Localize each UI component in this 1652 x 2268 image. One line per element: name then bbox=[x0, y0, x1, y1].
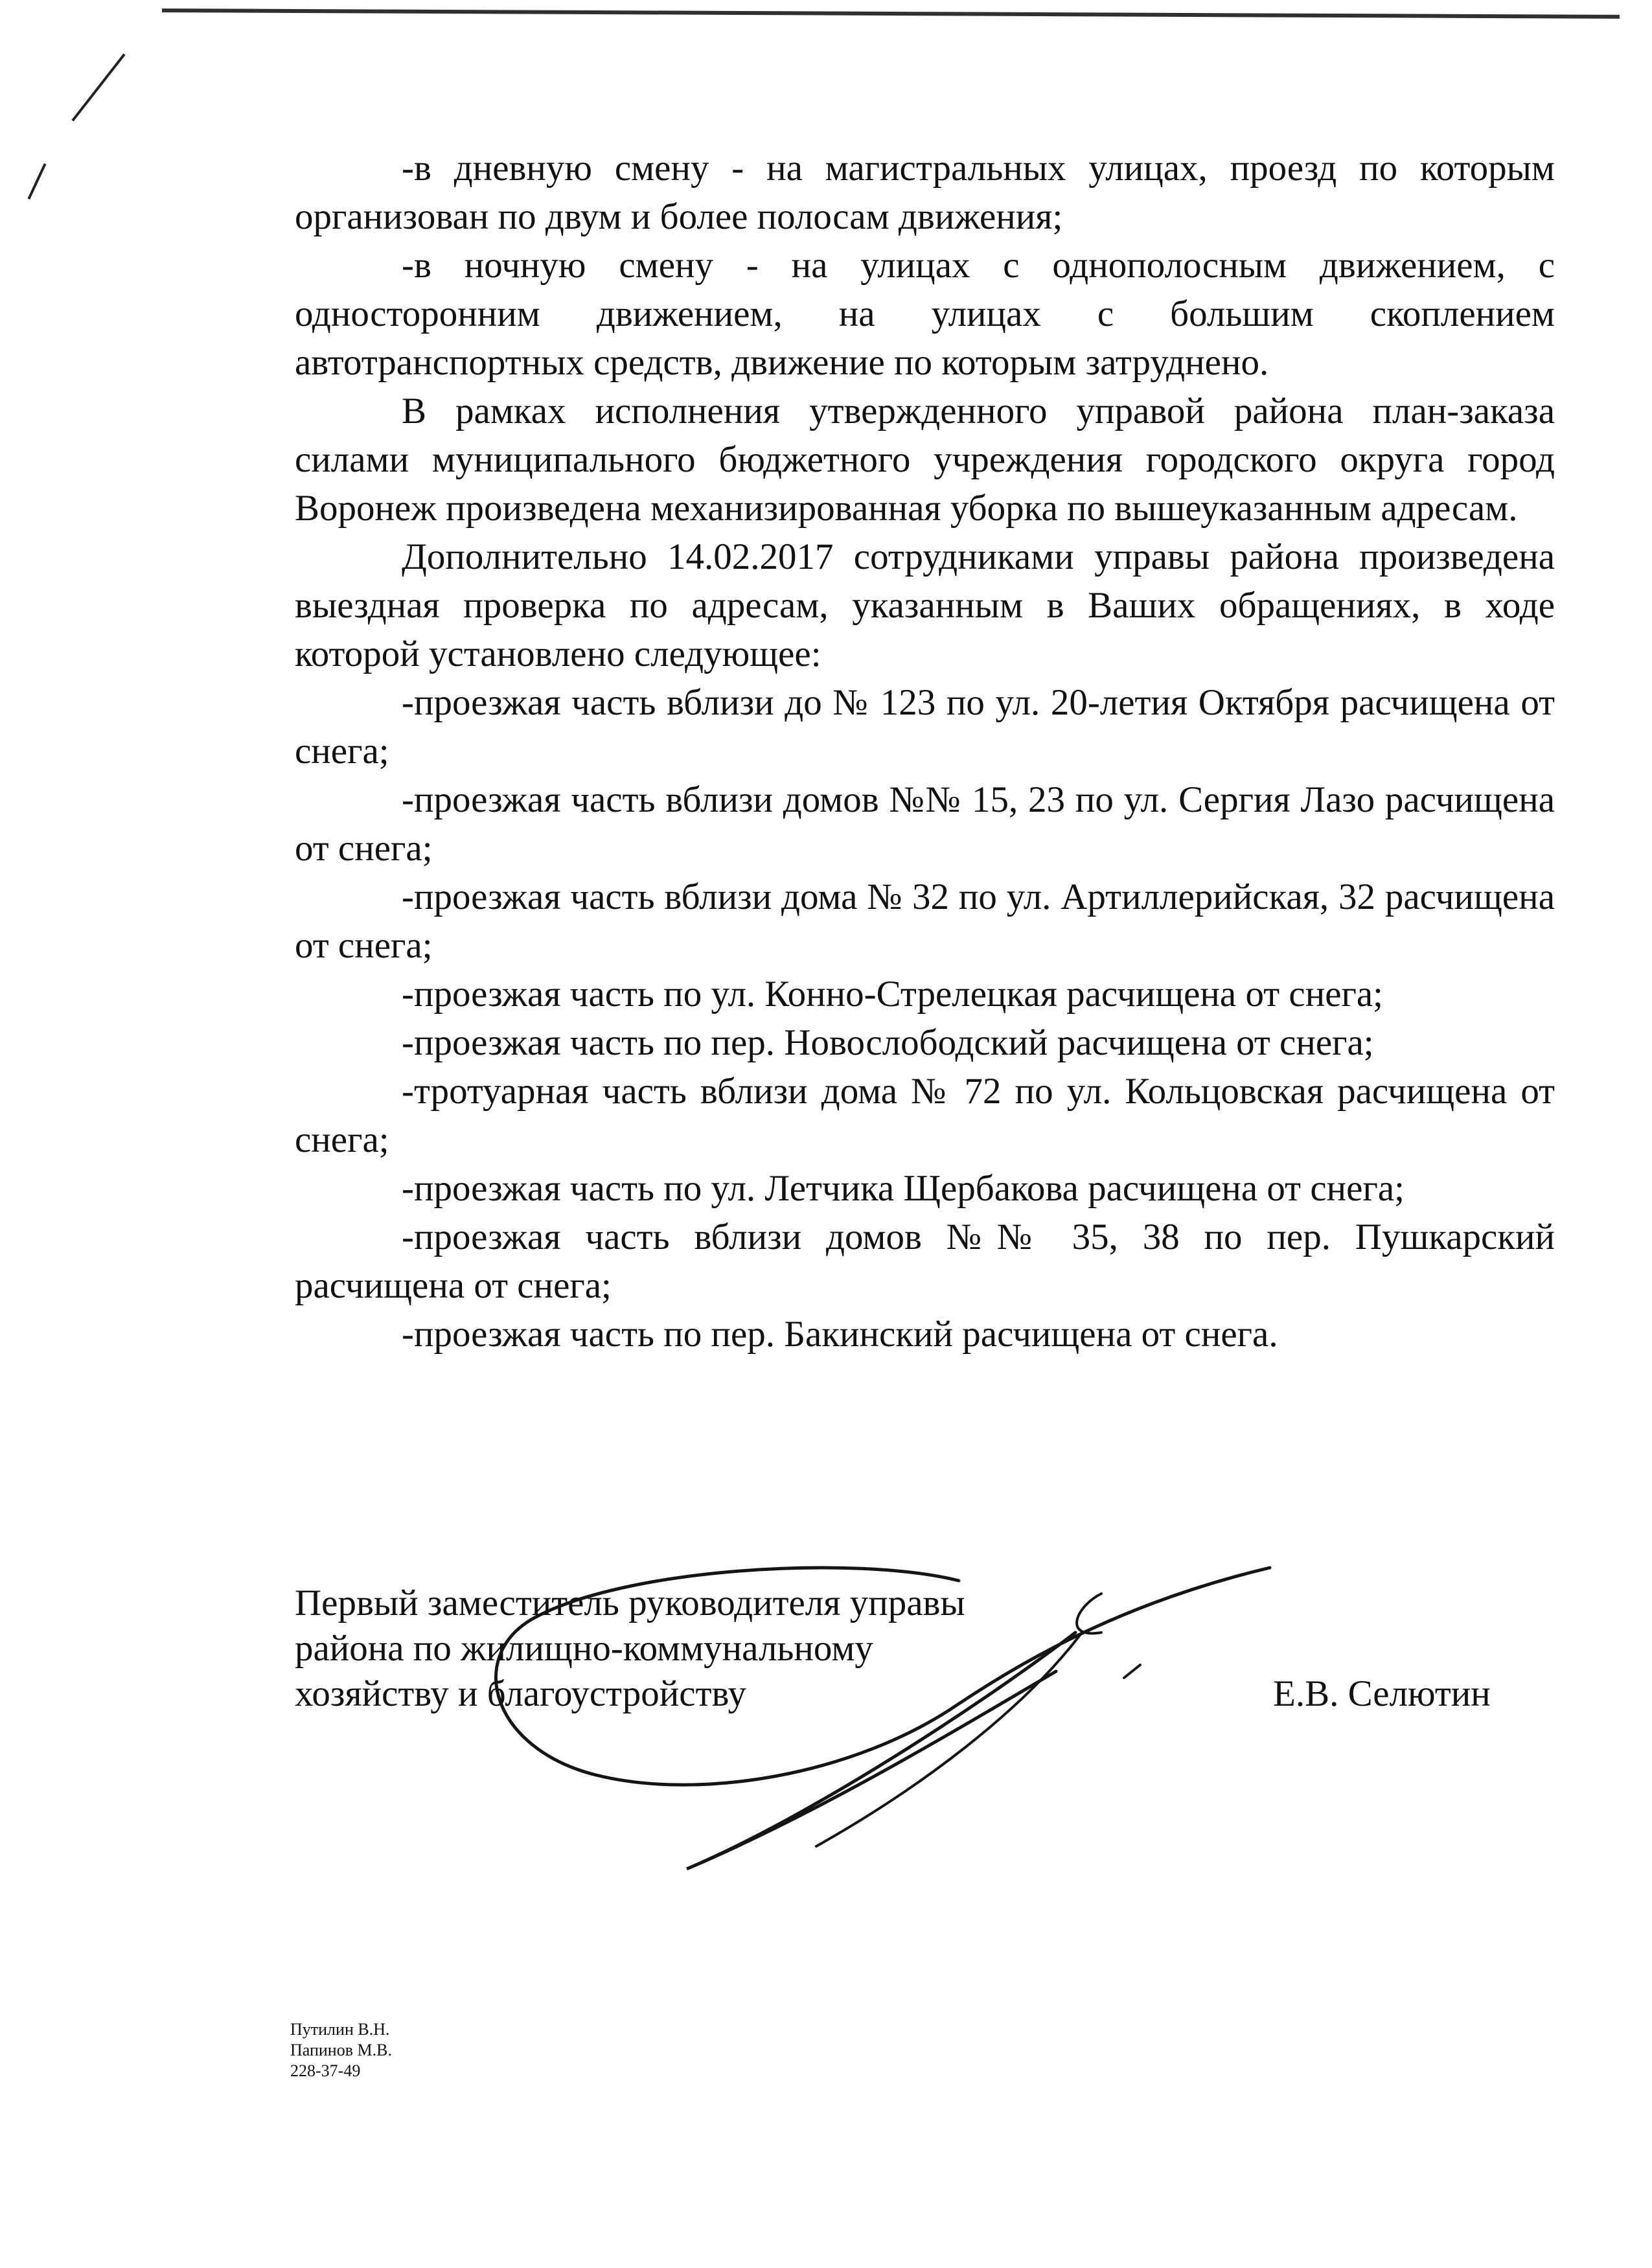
executor-name: Папинов М.В. bbox=[290, 2041, 392, 2059]
paragraph: -проезжая часть вблизи домов №№ 35, 38 по пер. Пушкарский расчищена от снега; bbox=[295, 1217, 1555, 1306]
paragraph: Дополнительно 14.02.2017 сотрудниками управы района произведена выездная проверка по адресам, указанным в Ваших обращениях, в ходе которой установлено следующее: bbox=[295, 536, 1555, 674]
paragraph: -проезжая часть по ул. Конно-Стрелецкая расчищена от снега; bbox=[402, 974, 1384, 1014]
paragraph: -тротуарная часть вблизи дома № 72 по ул. Кольцовская расчищена от снега; bbox=[295, 1071, 1555, 1160]
paragraph: -в ночную смену - на улицах с однополосным движением, с односторонним движением, на улицах с большим скоплением автотранспортных средств, движение по которым затруднено. bbox=[295, 245, 1555, 383]
paragraph: -проезжая часть вблизи дома № 32 по ул. Артиллерийская, 32 расчищена от снега; bbox=[295, 876, 1555, 966]
paragraph: В рамках исполнения утвержденного управой района план-заказа силами муниципального бюджетного учреждения городского округа город Воронеж произведена механизированная уборка по вышеуказанным адресам. bbox=[295, 391, 1555, 529]
executor-phone: 228-37-49 bbox=[290, 2061, 361, 2080]
scan-edge-line bbox=[162, 8, 1620, 19]
handwritten-signature bbox=[453, 1542, 1296, 1905]
paragraph: -проезжая часть по ул. Летчика Щербакова расчищена от снега; bbox=[402, 1168, 1405, 1209]
signer-position-line: хозяйству и благоустройству bbox=[295, 1673, 746, 1714]
scan-mark bbox=[28, 163, 47, 200]
scan-mark bbox=[71, 54, 125, 122]
signer-name: Е.В. Селютин bbox=[1273, 1673, 1491, 1714]
executor-contacts bbox=[290, 2019, 392, 2081]
signer-position-line: Первый заместитель руководителя управы bbox=[295, 1583, 965, 1623]
signer-position-line: района по жилищно-коммунальному bbox=[295, 1628, 873, 1669]
letter-body bbox=[295, 144, 1555, 1358]
paragraph: -проезжая часть по пер. Бакинский расчищена от снега. bbox=[402, 1314, 1278, 1355]
paragraph: -в дневную смену - на магистральных улицах, проезд по которым организован по двум и более полосам движения; bbox=[295, 148, 1555, 237]
paragraph: -проезжая часть вблизи домов №№ 15, 23 по ул. Сергия Лазо расчищена от снега; bbox=[295, 779, 1555, 869]
executor-name: Путилин В.Н. bbox=[290, 2020, 390, 2039]
paragraph: -проезжая часть вблизи до № 123 по ул. 20-летия Октября расчищена от снега; bbox=[295, 682, 1555, 772]
paragraph: -проезжая часть по пер. Новослободский расчищена от снега; bbox=[402, 1022, 1374, 1063]
